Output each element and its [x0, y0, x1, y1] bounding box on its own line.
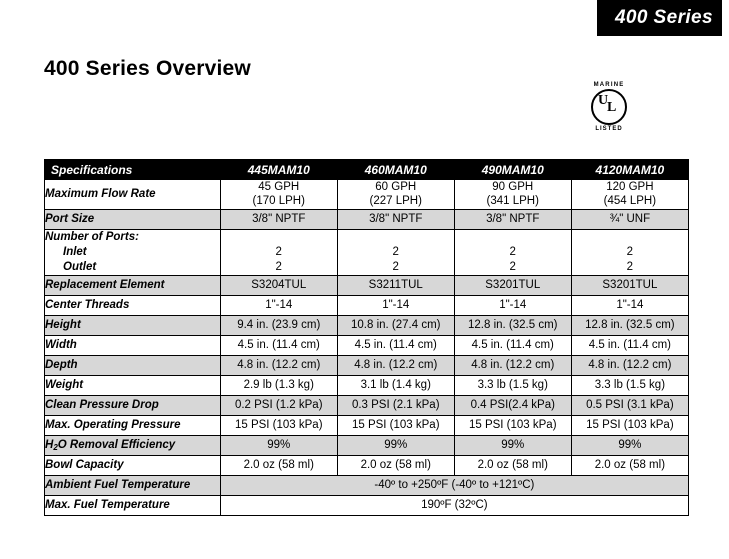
cell-line-2: (341 LPH) [486, 195, 539, 208]
row-cell: 3.1 lb (1.4 kg) [337, 375, 454, 395]
row-cell: 4.5 in. (11.4 cm) [337, 335, 454, 355]
row-label: Width [45, 335, 221, 355]
row-cell [220, 180, 337, 210]
row-cell: 4.5 in. (11.4 cm) [454, 335, 571, 355]
row-cell: ¾" UNF [571, 209, 688, 229]
cell-line-2: (170 LPH) [252, 195, 305, 208]
row-label: Maximum Flow Rate [45, 180, 221, 210]
row-cell: 0.5 PSI (3.1 kPa) [571, 395, 688, 415]
row-cell: 15 PSI (103 kPa) [454, 415, 571, 435]
specifications-table [44, 159, 689, 516]
row-cell-spanning: -40º to +250ºF (-40º to +121ºC) [220, 475, 688, 495]
row-cell [454, 229, 571, 275]
series-tab-label: 400 Series [614, 7, 713, 28]
header-band [0, 0, 729, 36]
table-header-row [45, 160, 689, 180]
row-label-line-3: Outlet [63, 260, 97, 273]
row-cell: 99% [571, 435, 688, 455]
table-row [45, 435, 689, 455]
ul-listed-text: LISTED [595, 126, 623, 132]
row-cell: 4.8 in. (12.2 cm) [454, 355, 571, 375]
table-row [45, 315, 689, 335]
row-label: Center Threads [45, 295, 221, 315]
row-cell [220, 229, 337, 275]
table-row [45, 475, 689, 495]
row-cell: 15 PSI (103 kPa) [220, 415, 337, 435]
row-cell: 2.0 oz (58 ml) [220, 455, 337, 475]
row-cell: 3.3 lb (1.5 kg) [454, 375, 571, 395]
cell-outlet-value: 2 [509, 260, 516, 273]
cell-line-1: 90 GPH [492, 181, 534, 193]
cell-inlet-value: 2 [509, 245, 516, 258]
row-cell: S3201TUL [454, 275, 571, 295]
row-cell: 4.8 in. (12.2 cm) [571, 355, 688, 375]
row-cell: 4.5 in. (11.4 cm) [220, 335, 337, 355]
table-row [45, 355, 689, 375]
row-cell: 12.8 in. (32.5 cm) [571, 315, 688, 335]
table-row [45, 375, 689, 395]
row-cell: 12.8 in. (32.5 cm) [454, 315, 571, 335]
row-label: Max. Operating Pressure [45, 415, 221, 435]
column-header-490mam10: 490MAM10 [454, 160, 571, 180]
row-cell: 0.4 PSI(2.4 kPa) [454, 395, 571, 415]
row-cell: 3/8" NPTF [220, 209, 337, 229]
row-label: Depth [45, 355, 221, 375]
row-cell: 1"-14 [571, 295, 688, 315]
row-label-line-1: Number of Ports: [45, 230, 139, 243]
series-tab [597, 0, 729, 36]
row-label [45, 229, 221, 275]
row-label: Height [45, 315, 221, 335]
row-label: Ambient Fuel Temperature [45, 475, 221, 495]
row-cell: 1"-14 [454, 295, 571, 315]
cell-line-1: 60 GPH [375, 181, 417, 193]
cell-inlet-value: 2 [392, 245, 399, 258]
marine-ul-listed-mark [578, 82, 640, 138]
row-cell: 2.0 oz (58 ml) [454, 455, 571, 475]
row-cell: 2.0 oz (58 ml) [337, 455, 454, 475]
row-cell: 10.8 in. (27.4 cm) [337, 315, 454, 335]
table-row [45, 180, 689, 210]
cell-line-2: (454 LPH) [603, 195, 657, 208]
ul-letter-l: L [607, 100, 617, 115]
cell-line-1: 120 GPH [606, 181, 654, 193]
cell-line-1: 45 GPH [258, 181, 300, 193]
row-cell: 99% [454, 435, 571, 455]
row-cell: 15 PSI (103 kPa) [337, 415, 454, 435]
row-cell: 15 PSI (103 kPa) [571, 415, 688, 435]
page-title: 400 Series Overview [44, 57, 251, 80]
column-header-4120mam10: 4120MAM10 [571, 160, 688, 180]
header-tab-edge [722, 0, 729, 36]
row-label: Clean Pressure Drop [45, 395, 221, 415]
row-cell: 3/8" NPTF [337, 209, 454, 229]
row-label: Weight [45, 375, 221, 395]
column-header-specifications: Specifications [45, 160, 221, 180]
row-label: $H_2O$ Removal Efficiency [45, 435, 221, 455]
row-label: Replacement Element [45, 275, 221, 295]
row-cell: 99% [337, 435, 454, 455]
row-cell [571, 229, 688, 275]
row-cell: 3/8" NPTF [454, 209, 571, 229]
row-cell: S3211TUL [337, 275, 454, 295]
row-cell: 1"-14 [220, 295, 337, 315]
row-cell [454, 180, 571, 210]
row-cell: 3.3 lb (1.5 kg) [571, 375, 688, 395]
row-cell: 0.3 PSI (2.1 kPa) [337, 395, 454, 415]
row-cell: 2.9 lb (1.3 kg) [220, 375, 337, 395]
row-cell: S3201TUL [571, 275, 688, 295]
row-cell: 4.8 in. (12.2 cm) [220, 355, 337, 375]
row-label: Bowl Capacity [45, 455, 221, 475]
table-row [45, 335, 689, 355]
column-header-460mam10: 460MAM10 [337, 160, 454, 180]
ul-circle-icon [591, 89, 627, 125]
table-row [45, 275, 689, 295]
table-row [45, 415, 689, 435]
cell-line-2: (227 LPH) [369, 195, 422, 208]
row-cell [337, 180, 454, 210]
table-row [45, 229, 689, 275]
row-label-line-2: Inlet [63, 245, 87, 258]
row-cell: 9.4 in. (23.9 cm) [220, 315, 337, 335]
table-row [45, 209, 689, 229]
row-label: Port Size [45, 209, 221, 229]
row-cell: 4.5 in. (11.4 cm) [571, 335, 688, 355]
row-cell: S3204TUL [220, 275, 337, 295]
cell-outlet-value: 2 [392, 260, 399, 273]
row-cell: 2.0 oz (58 ml) [571, 455, 688, 475]
table-row [45, 495, 689, 515]
row-cell: 0.2 PSI (1.2 kPa) [220, 395, 337, 415]
table-row [45, 455, 689, 475]
ul-letter-u: U [598, 93, 609, 108]
cell-outlet-value: 2 [275, 260, 282, 273]
cell-outlet-value: 2 [626, 260, 634, 273]
row-cell: 4.8 in. (12.2 cm) [337, 355, 454, 375]
ul-marine-text: MARINE [593, 82, 625, 88]
row-label: Max. Fuel Temperature [45, 495, 221, 515]
table-row [45, 395, 689, 415]
row-cell-spanning: 190ºF (32ºC) [220, 495, 688, 515]
row-cell [571, 180, 688, 210]
cell-inlet-value: 2 [275, 245, 282, 258]
row-cell: 1"-14 [337, 295, 454, 315]
row-cell: 99% [220, 435, 337, 455]
table-row [45, 295, 689, 315]
row-cell [337, 229, 454, 275]
column-header-445mam10: 445MAM10 [220, 160, 337, 180]
cell-inlet-value: 2 [626, 245, 634, 258]
